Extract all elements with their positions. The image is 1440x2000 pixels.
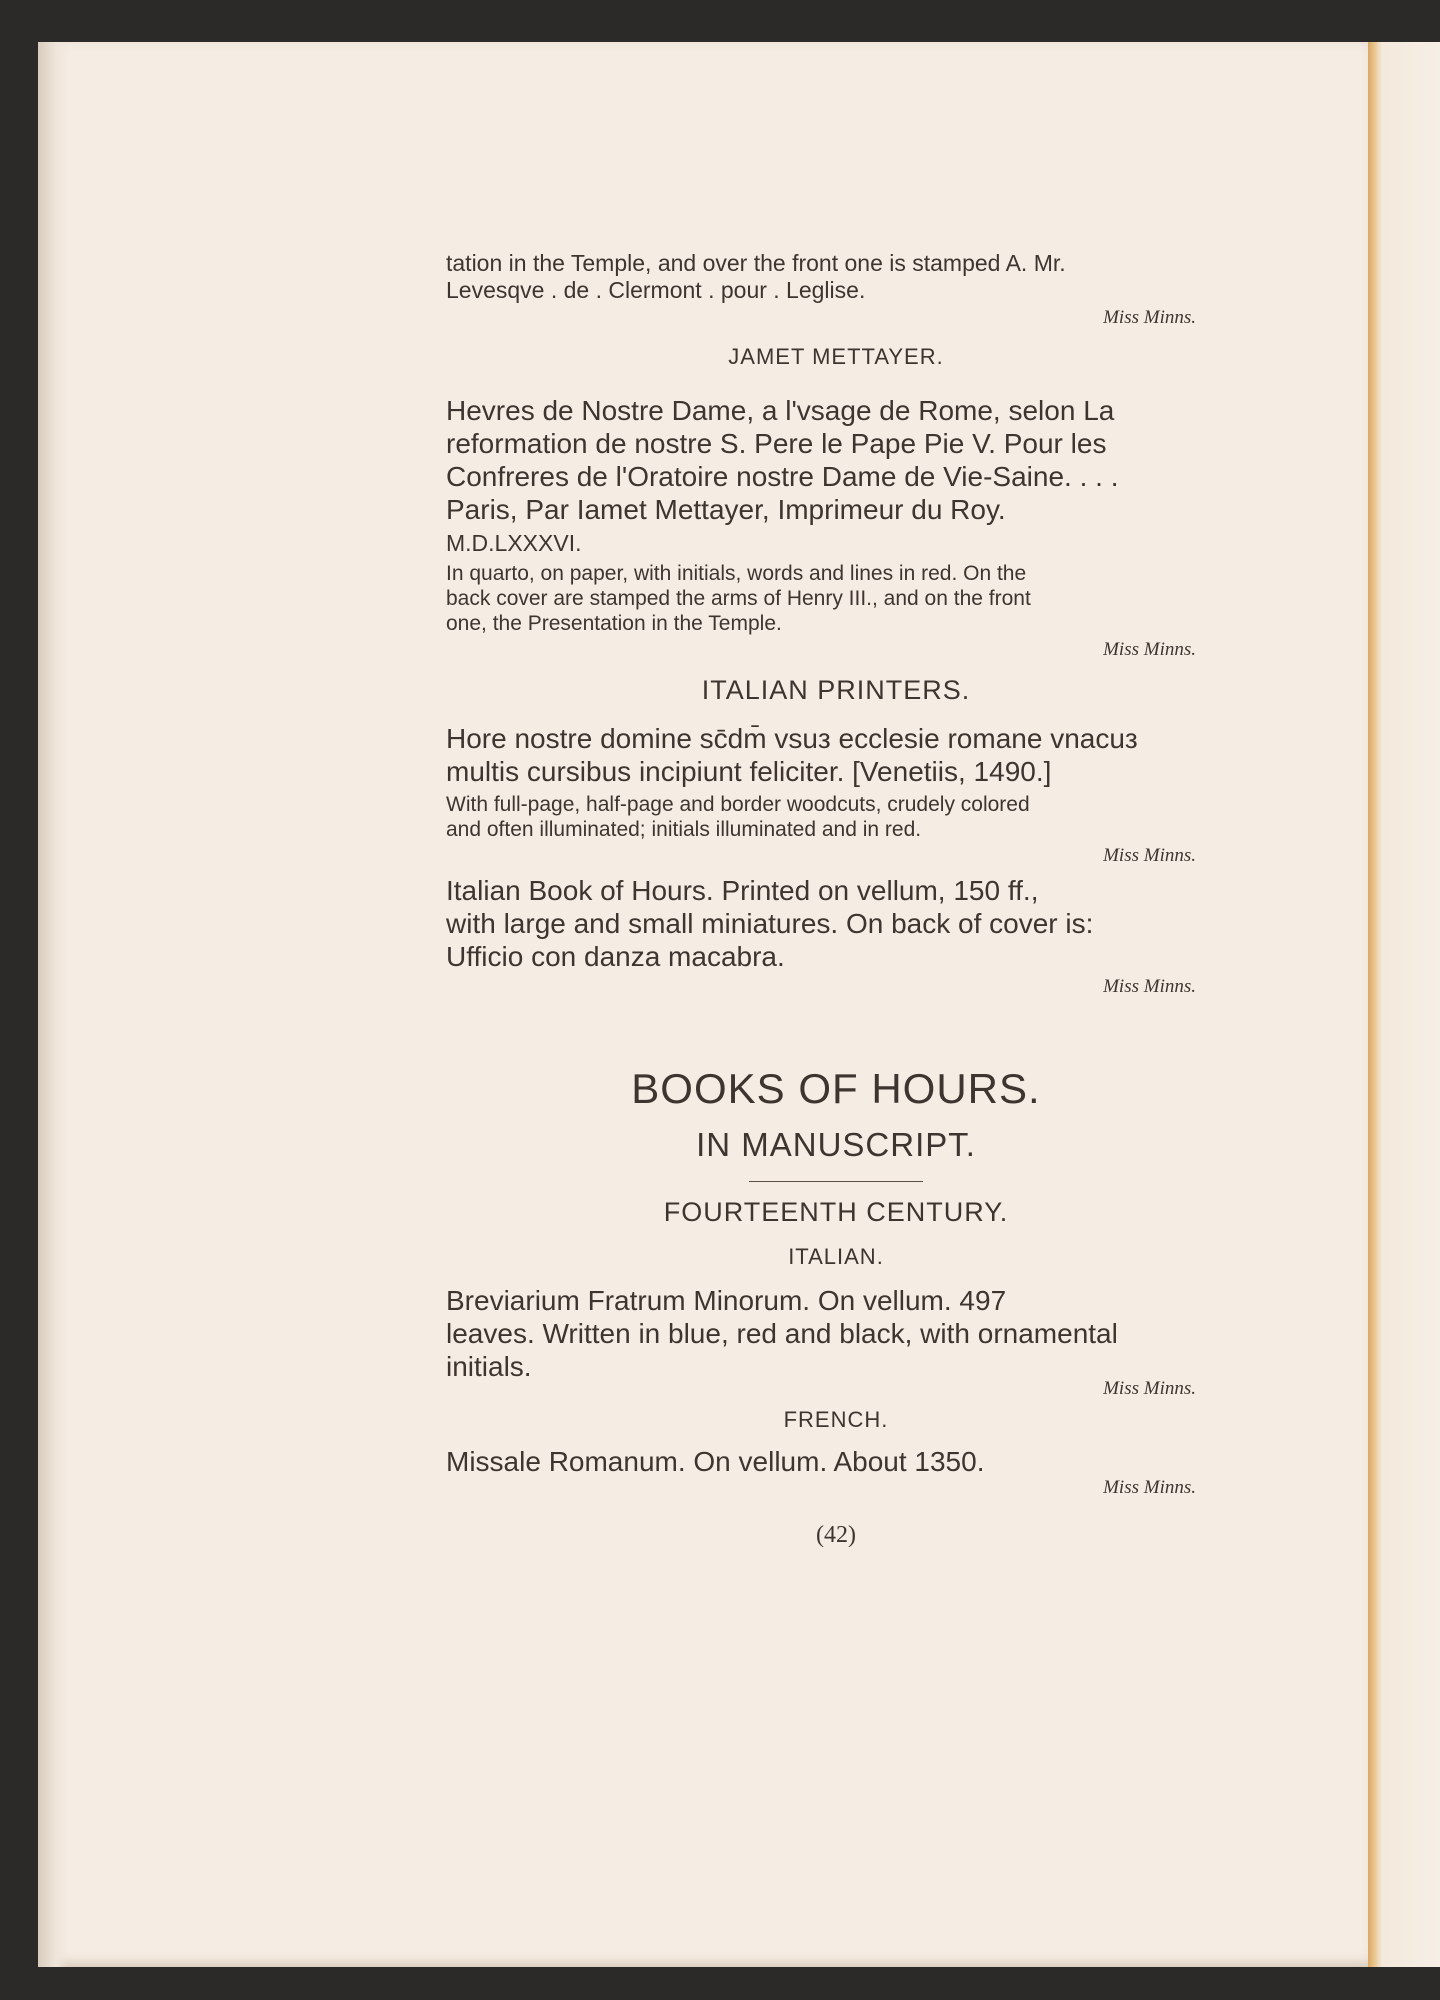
entry-date: M.D.LXXXVI. bbox=[446, 530, 582, 556]
attribution: Miss Minns. bbox=[1103, 1378, 1196, 1399]
attribution: Miss Minns. bbox=[1103, 1477, 1196, 1498]
entry-line: initials. bbox=[446, 1351, 532, 1382]
entry-line: Ufficio con danza macabra. bbox=[446, 941, 785, 972]
page-text bbox=[446, 250, 1226, 1573]
attribution: Miss Minns. bbox=[1103, 845, 1196, 866]
entry-missale bbox=[446, 1445, 1226, 1500]
manuscript-subtitle: IN MANUSCRIPT. bbox=[696, 1126, 976, 1163]
entry-hevres bbox=[446, 394, 1226, 662]
section-heading-jamet: JAMET METTAYER. bbox=[728, 344, 944, 369]
entry-italian-book bbox=[446, 874, 1226, 999]
entry-breviarium bbox=[446, 1284, 1226, 1401]
entry-line: Breviarium Fratrum Minorum. On vellum. 497 bbox=[446, 1285, 1007, 1316]
entry-line: reformation de nostre S. Pere le Pape Pie V. Pour les bbox=[446, 428, 1107, 459]
entry-hore bbox=[446, 722, 1226, 868]
attribution: Miss Minns. bbox=[1103, 307, 1196, 328]
page-number: (42) bbox=[816, 1522, 856, 1548]
entry-line: Paris, Par Iamet Mettayer, Imprimeur du Roy. bbox=[446, 494, 1006, 525]
entry-note: In quarto, on paper, with initials, words and lines in red. On the bbox=[446, 562, 1027, 585]
entry-note: and often illuminated; initials illuminated and in red. bbox=[446, 818, 922, 841]
entry-note: back cover are stamped the arms of Henry III., and on the front bbox=[446, 587, 1031, 610]
divider bbox=[749, 1181, 923, 1182]
entry-note: one, the Presentation in the Temple. bbox=[446, 612, 782, 635]
entry-note: With full-page, half-page and border woodcuts, crudely colored bbox=[446, 793, 1030, 816]
carryover-line-2: Levesqve . de . Clermont . pour . Leglise. bbox=[446, 277, 866, 303]
facing-page-edge bbox=[1368, 42, 1440, 1967]
entry-line: Confreres de l'Oratoire nostre Dame de Vie-Saine. . . . bbox=[446, 461, 1119, 492]
entry-line: leaves. Written in blue, red and black, with ornamental bbox=[446, 1318, 1118, 1349]
entry-line: Hore nostre domine sc̄dm̄ vsuз ecclesie romane vnacuз bbox=[446, 723, 1138, 754]
entry-line: with large and small miniatures. On back of cover is: bbox=[446, 908, 1094, 939]
entry-line: Hevres de Nostre Dame, a l'vsage de Rome, selon La bbox=[446, 395, 1115, 426]
manuscript-title: BOOKS OF HOURS. bbox=[631, 1065, 1041, 1112]
entry-line: Italian Book of Hours. Printed on vellum, 150 ff., bbox=[446, 875, 1039, 906]
entry-line: Missale Romanum. On vellum. About 1350. bbox=[446, 1446, 985, 1477]
section-heading-italian: ITALIAN PRINTERS. bbox=[701, 675, 971, 705]
italian-heading: ITALIAN. bbox=[788, 1244, 884, 1269]
century-heading: FOURTEENTH CENTURY. bbox=[663, 1197, 1009, 1227]
page-edge bbox=[38, 42, 68, 1967]
entry-line: multis cursibus incipiunt feliciter. [Venetiis, 1490.] bbox=[446, 756, 1052, 787]
french-heading: FRENCH. bbox=[783, 1407, 889, 1432]
attribution: Miss Minns. bbox=[1103, 976, 1196, 997]
carryover-line-1: tation in the Temple, and over the front one is stamped A. Mr. bbox=[446, 250, 1066, 276]
attribution: Miss Minns. bbox=[1103, 639, 1196, 660]
